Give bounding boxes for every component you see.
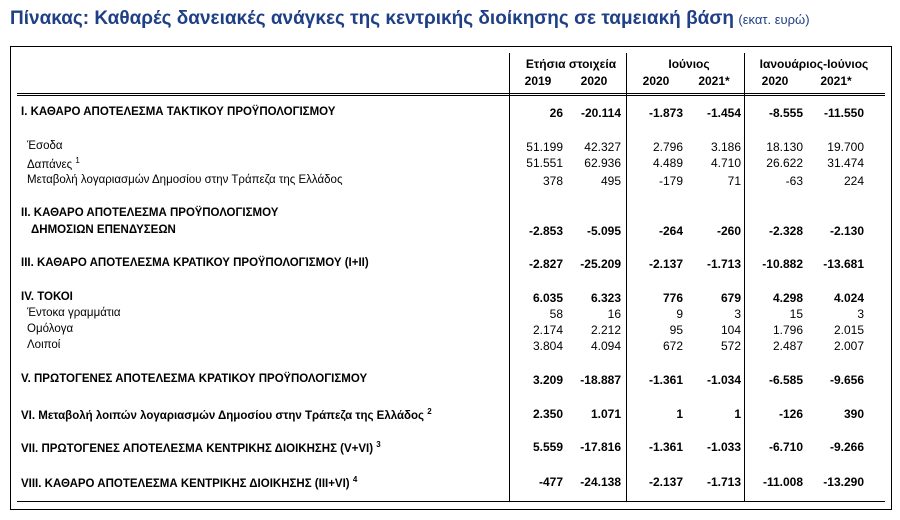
table-cell: 15 xyxy=(789,307,803,321)
table-cell: -1.361 xyxy=(648,373,683,387)
table-cell: 2.007 xyxy=(833,339,864,353)
table-cell: 2.487 xyxy=(772,339,803,353)
table-cell: -9.266 xyxy=(829,440,864,454)
table-cell: 1.071 xyxy=(590,407,621,421)
table-cell: 95 xyxy=(669,323,683,337)
table-cell: -24.138 xyxy=(580,475,621,489)
table-cell: 2.350 xyxy=(532,407,563,421)
table-cell: 6.323 xyxy=(590,291,621,305)
table-cell: 4.710 xyxy=(710,156,741,170)
header-jan-june: Ιανουάριος-Ιούνιος xyxy=(759,57,869,71)
table-cell: 495 xyxy=(600,174,621,188)
row-label-text: V. ΠΡΩΤΟΓΕΝΕΣ ΑΠΟΤΕΛΕΣΜΑ ΚΡΑΤΙΚΟΥ ΠΡΟΫΠΟΛΟΓΙΣΜΟΥ xyxy=(21,373,368,385)
row-label-text: Μεταβολή λογαριασμών Δημοσίου στην Τράπεζα της Ελλάδος xyxy=(27,174,343,186)
table-cell: -179 xyxy=(658,174,683,188)
row-label xyxy=(27,323,73,335)
table-cell: -1.361 xyxy=(648,440,683,454)
table-cell: -2.853 xyxy=(528,224,563,238)
table-cell: 9 xyxy=(676,307,683,321)
row-label xyxy=(27,156,80,171)
table-cell: -260 xyxy=(716,224,741,238)
table-cell: 26 xyxy=(549,106,563,120)
row-label xyxy=(31,224,176,236)
table-cell: 18.130 xyxy=(766,140,803,154)
table-frame xyxy=(10,46,892,510)
table-cell: -6.710 xyxy=(768,440,803,454)
table-cell: 2.212 xyxy=(590,323,621,337)
table-cell: -2.130 xyxy=(829,224,864,238)
table-cell: -8.555 xyxy=(768,106,803,120)
table-cell: 3 xyxy=(857,307,864,321)
table-cell: -9.656 xyxy=(829,373,864,387)
table-cell: -5.095 xyxy=(586,224,621,238)
table-cell: 58 xyxy=(549,307,563,321)
table-cell: 104 xyxy=(720,323,741,337)
table-cell: 3.209 xyxy=(532,373,563,387)
header-year: 2021* xyxy=(698,74,730,88)
table-cell: 2.015 xyxy=(833,323,864,337)
row-label-text: VII. ΠΡΩΤΟΓΕΝΕΣ ΑΠΟΤΕΛΕΣΜΑ ΚΕΝΤΡΙΚΗΣ ΔΙΟΙΚΗΣΗΣ (V+VI) xyxy=(21,442,374,455)
row-label-text: Δαπάνες xyxy=(27,158,73,171)
table-cell: 572 xyxy=(720,339,741,353)
table-cell: 4.489 xyxy=(652,156,683,170)
table-cell: -18.887 xyxy=(580,373,621,387)
row-label-text: Έσοδα xyxy=(27,140,63,152)
row-label-text: Έντοκα γραμμάτια xyxy=(27,307,121,319)
table-cell: -2.137 xyxy=(648,257,683,271)
row-label-text: ΔΗΜΟΣΙΩΝ ΕΠΕΝΔΥΣΕΩΝ xyxy=(31,224,176,236)
column-divider xyxy=(744,53,745,501)
table-cell: 3.804 xyxy=(532,339,563,353)
row-label xyxy=(21,207,278,219)
row-label-text: I. ΚΑΘΑΡΟ ΑΠΟΤΕΛΕΣΜΑ ΤΑΚΤΙΚΟΥ ΠΡΟΫΠΟΛΟΓΙΣΜΟΥ xyxy=(21,106,336,118)
table-cell: 776 xyxy=(662,291,683,305)
table-cell: 4.094 xyxy=(590,339,621,353)
column-divider xyxy=(509,53,510,501)
table-cell: 26.622 xyxy=(766,156,803,170)
table-cell: 16 xyxy=(607,307,621,321)
table-cell: -11.008 xyxy=(762,475,803,489)
table-cell: 62.936 xyxy=(584,156,621,170)
table-cell: 2.174 xyxy=(532,323,563,337)
header-annual: Ετήσια στοιχεία xyxy=(525,57,617,71)
table-cell: -2.328 xyxy=(768,224,803,238)
table-cell: -13.290 xyxy=(823,475,864,489)
table-cell: -20.114 xyxy=(580,106,621,120)
table-cell: -126 xyxy=(778,407,803,421)
table-cell: -2.827 xyxy=(528,257,563,271)
table-cell: 31.474 xyxy=(827,156,864,170)
row-label-text: Ομόλογα xyxy=(27,323,74,335)
table-cell: -63 xyxy=(785,174,803,188)
title-text: Πίνακας: Καθαρές δανειακές ανάγκες της κεντρικής διοίκησης σε ταμειακή βάση xyxy=(10,8,734,29)
header-year: 2021* xyxy=(820,74,852,88)
row-label-text: IV. ΤΟΚΟΙ xyxy=(21,291,73,303)
row-label-text: VIII. ΚΑΘΑΡΟ ΑΠΟΤΕΛΕΣΜΑ ΚΕΝΤΡΙΚΗΣ ΔΙΟΙΚΗΣΗΣ (III+VI) xyxy=(21,477,350,490)
header-year: 2020 xyxy=(642,74,670,88)
table-cell: -1.873 xyxy=(648,106,683,120)
row-label xyxy=(21,257,369,269)
row-label xyxy=(27,307,121,319)
table-cell: -477 xyxy=(538,475,563,489)
table-cell: -1.454 xyxy=(706,106,741,120)
header-year: 2020 xyxy=(761,74,789,88)
table-cell: 4.024 xyxy=(833,291,864,305)
table-cell: -2.137 xyxy=(648,475,683,489)
table-cell: -1.713 xyxy=(706,475,741,489)
table-cell: 6.035 xyxy=(532,291,563,305)
table-cell: 5.559 xyxy=(532,440,563,454)
table-cell: 2.796 xyxy=(652,140,683,154)
row-label xyxy=(21,475,357,490)
row-label xyxy=(21,440,381,455)
row-label xyxy=(27,339,60,351)
table-cell: 42.327 xyxy=(584,140,621,154)
table-cell: -25.209 xyxy=(580,257,621,271)
row-label xyxy=(21,373,367,385)
table-cell: -13.681 xyxy=(823,257,864,271)
table-cell: -17.816 xyxy=(580,440,621,454)
table-cell: 71 xyxy=(727,174,741,188)
table-cell: -6.585 xyxy=(768,373,803,387)
table-cell: 1.796 xyxy=(772,323,803,337)
row-label-text: II. ΚΑΘΑΡΟ ΑΠΟΤΕΛΕΣΜΑ ΠΡΟΫΠΟΛΟΓΙΣΜΟΥ xyxy=(21,207,279,219)
bottom-rule xyxy=(17,501,885,502)
header-year: 2019 xyxy=(524,74,552,88)
table-cell: -1.033 xyxy=(706,440,741,454)
row-label xyxy=(21,106,335,118)
footnote-marker: 2 xyxy=(427,407,432,416)
table-cell: 51.199 xyxy=(526,140,563,154)
column-divider xyxy=(626,53,627,501)
unit-label: (εκατ. ευρώ) xyxy=(738,12,810,27)
row-label xyxy=(27,140,63,152)
table-cell: -10.882 xyxy=(762,257,803,271)
table-cell: -11.550 xyxy=(823,106,864,120)
table-title xyxy=(10,8,810,30)
row-label-text: VI. Μεταβολή λοιπών λογαριασμών Δημοσίου στην Τράπεζα της Ελλάδος xyxy=(21,409,425,422)
table-cell: 19.700 xyxy=(827,140,864,154)
row-label-text: Λοιποί xyxy=(27,339,61,351)
row-label-text: III. ΚΑΘΑΡΟ ΑΠΟΤΕΛΕΣΜΑ ΚΡΑΤΙΚΟΥ ΠΡΟΫΠΟΛΟΓΙΣΜΟΥ (I+II) xyxy=(21,257,369,269)
footnote-marker: 4 xyxy=(352,475,358,484)
table-cell: -1.034 xyxy=(706,373,741,387)
row-label xyxy=(21,407,432,422)
header-june: Ιούνιος xyxy=(668,57,710,71)
table-cell: 3.186 xyxy=(710,140,741,154)
header-divider xyxy=(17,93,885,96)
footnote-marker: 3 xyxy=(376,440,381,449)
table-cell: 3 xyxy=(734,307,741,321)
table-cell: 1 xyxy=(676,407,683,421)
table-cell: 51.551 xyxy=(526,156,563,170)
row-label xyxy=(27,174,342,186)
table-cell: 1 xyxy=(734,407,741,421)
table-cell: 672 xyxy=(662,339,683,353)
table-cell: 679 xyxy=(720,291,741,305)
row-label xyxy=(21,291,73,303)
table-cell: -1.713 xyxy=(706,257,741,271)
footnote-marker: 1 xyxy=(75,156,80,165)
table-cell: -264 xyxy=(658,224,683,238)
header-year: 2020 xyxy=(580,74,608,88)
table-cell: 390 xyxy=(843,407,864,421)
table-cell: 4.298 xyxy=(772,291,803,305)
table-cell: 224 xyxy=(843,174,864,188)
table-cell: 378 xyxy=(542,174,563,188)
